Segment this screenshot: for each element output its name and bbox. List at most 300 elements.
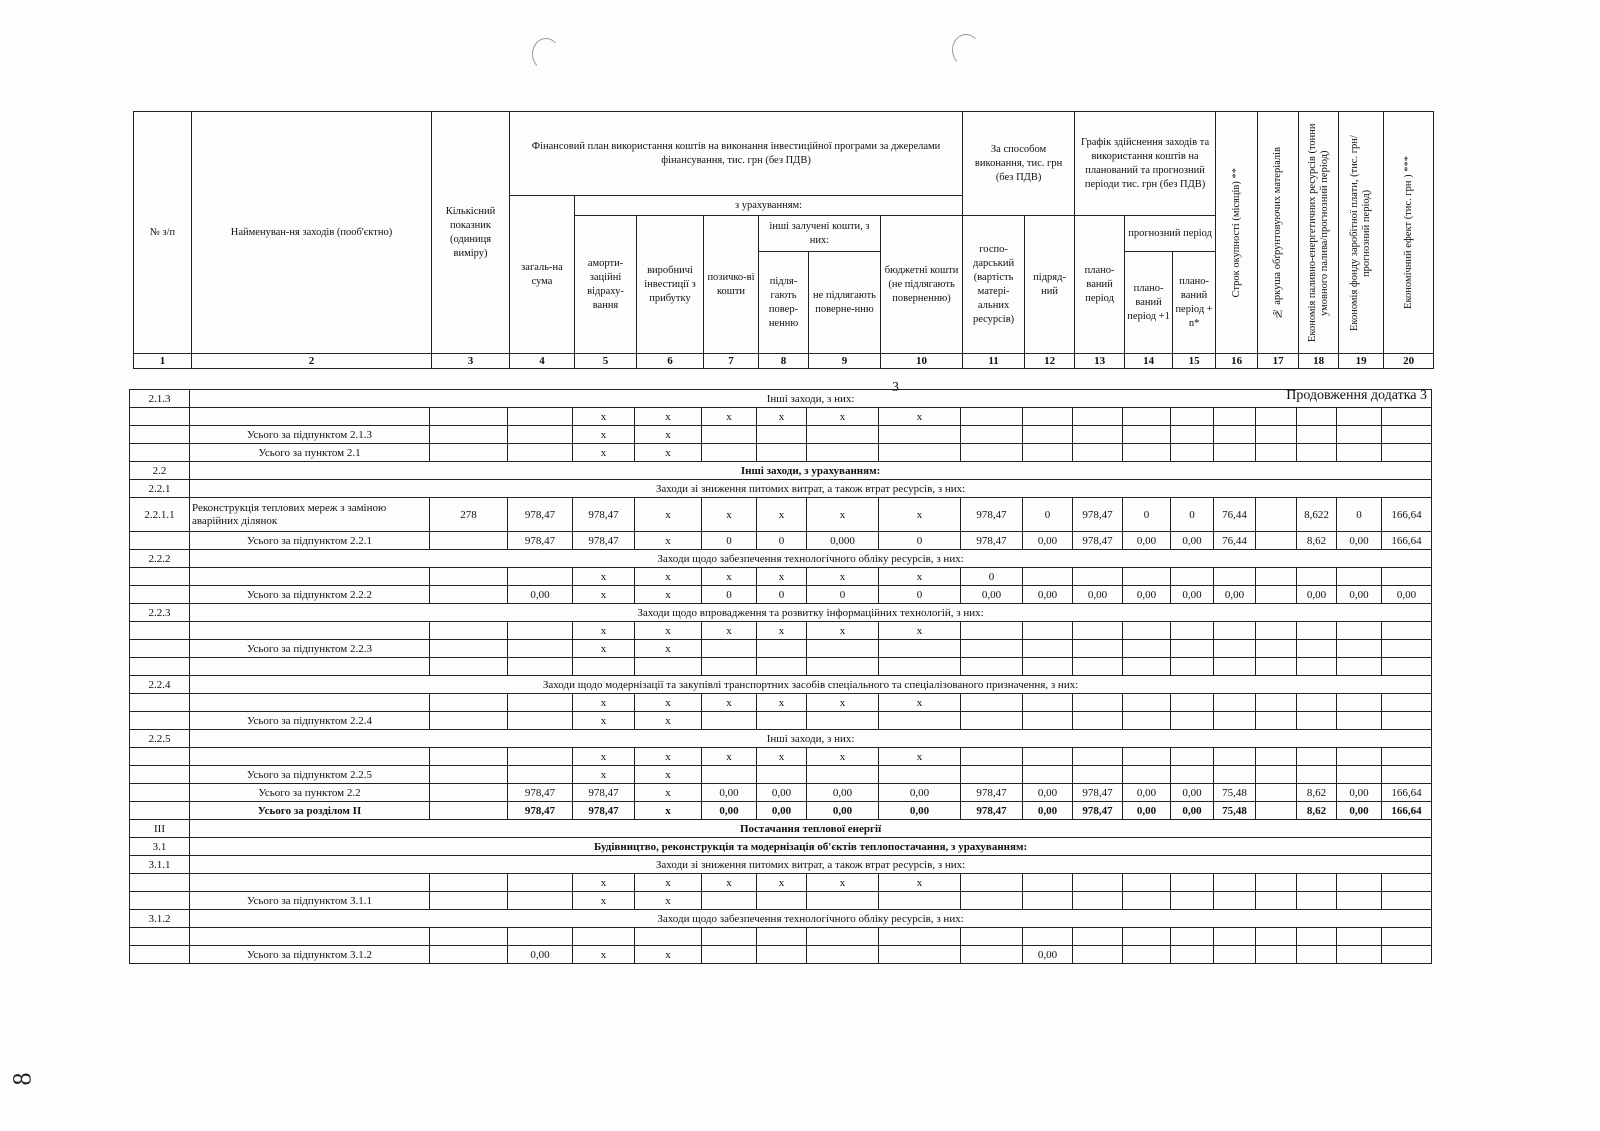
table-cell (961, 766, 1023, 784)
table-cell (508, 928, 573, 946)
col-header-forecast: прогнозний період (1125, 216, 1216, 252)
table-cell (1214, 694, 1256, 712)
section-title: Заходи щодо модернізації та закупівлі транспортних засобів спеціального та спеціалізованого призначення, з них: (190, 676, 1432, 694)
table-cell (1337, 408, 1382, 426)
value-cell: 0,00 (1023, 784, 1073, 802)
value-cell: 76,44 (1214, 532, 1256, 550)
column-number: 13 (1075, 354, 1125, 369)
x-mark: х (757, 408, 807, 426)
blank-row (130, 748, 1432, 766)
column-number: 3 (432, 354, 510, 369)
column-number: 10 (881, 354, 963, 369)
column-number: 5 (575, 354, 637, 369)
table-cell (1023, 408, 1073, 426)
table-cell (1171, 946, 1214, 964)
table-cell (807, 426, 879, 444)
table-cell (130, 784, 190, 802)
table-cell (1073, 622, 1123, 640)
value-cell: 0 (757, 532, 807, 550)
value-cell: 0 (1123, 498, 1171, 532)
value-cell: 978,47 (1073, 532, 1123, 550)
table-cell (1073, 892, 1123, 910)
table-cell (1382, 658, 1432, 676)
table-cell (702, 426, 757, 444)
table-cell (879, 640, 961, 658)
table-cell (1297, 748, 1337, 766)
table-cell (635, 658, 702, 676)
section-row (130, 910, 1432, 928)
blank-row (130, 928, 1432, 946)
table-cell (1382, 946, 1432, 964)
table-cell (130, 444, 190, 462)
subtotal-row (130, 946, 1432, 964)
column-number: 14 (1125, 354, 1173, 369)
table-cell (1382, 748, 1432, 766)
table-cell (1123, 928, 1171, 946)
table-cell (1023, 694, 1073, 712)
table-cell (1382, 766, 1432, 784)
table-cell (757, 426, 807, 444)
value-cell: 0,00 (1123, 802, 1171, 820)
value-cell: 0 (702, 532, 757, 550)
table-cell (961, 928, 1023, 946)
table-cell (1337, 928, 1382, 946)
value-cell: 0 (807, 586, 879, 604)
value-cell: 8,62 (1297, 784, 1337, 802)
value-cell (1256, 784, 1297, 802)
x-mark: х (807, 874, 879, 892)
table-cell (1382, 640, 1432, 658)
x-mark: х (702, 694, 757, 712)
col-header-financial-plan: Фінансовий план використання коштів на виконання інвестиційної програми за джерелами фінансування, тис. грн (без ПДВ) (510, 112, 963, 196)
value-cell: 0,00 (807, 802, 879, 820)
column-number: 16 (1216, 354, 1258, 369)
section-title: Інші заходи, з урахуванням: (190, 462, 1432, 480)
col-header-method: За способом виконання, тис. грн (без ПДВ) (963, 112, 1075, 216)
table-cell (508, 640, 573, 658)
x-mark: х (879, 694, 961, 712)
value-cell: 0,00 (1337, 532, 1382, 550)
value-cell (1256, 532, 1297, 550)
table-cell (879, 946, 961, 964)
subtotal-label: Усього за підпунктом 2.2.2 (190, 586, 430, 604)
table-cell (430, 892, 508, 910)
value-cell: 0 (879, 532, 961, 550)
column-number: 17 (1258, 354, 1299, 369)
subtotal-label: Усього за пунктом 2.1 (190, 444, 430, 462)
table-cell (430, 784, 508, 802)
table-cell (1256, 694, 1297, 712)
table-cell (430, 694, 508, 712)
table-cell (1171, 622, 1214, 640)
value-cell: 75,48 (1214, 784, 1256, 802)
item-name: Реконструкція теплових мереж з заміною аварійних ділянок (190, 498, 430, 532)
value-cell: х (757, 568, 807, 586)
table-cell (1297, 946, 1337, 964)
column-number: 18 (1299, 354, 1339, 369)
table-cell (1171, 444, 1214, 462)
value-cell: 166,64 (1382, 784, 1432, 802)
table-cell (879, 712, 961, 730)
table-cell (1123, 694, 1171, 712)
table-cell (1123, 408, 1171, 426)
table-cell (961, 622, 1023, 640)
table-cell (1297, 622, 1337, 640)
section-title: Заходи зі зниження питомих витрат, а також втрат ресурсів, з них: (190, 480, 1432, 498)
value-cell: 0,00 (1171, 532, 1214, 550)
table-cell (879, 928, 961, 946)
table-cell (430, 444, 508, 462)
subtotal-row (130, 444, 1432, 462)
table-cell (1123, 874, 1171, 892)
table-cell (807, 444, 879, 462)
table-cell (1297, 408, 1337, 426)
table-cell (130, 426, 190, 444)
table-cell (961, 892, 1023, 910)
table-cell (1073, 748, 1123, 766)
value-cell: 978,47 (508, 802, 573, 820)
section-row (130, 730, 1432, 748)
table-cell (508, 426, 573, 444)
table-cell (1073, 444, 1123, 462)
x-mark: х (635, 426, 702, 444)
table-cell (1382, 622, 1432, 640)
table-cell (1171, 568, 1214, 586)
table-cell (1023, 568, 1073, 586)
value-cell: х (879, 498, 961, 532)
table-cell (702, 766, 757, 784)
table-cell (430, 658, 508, 676)
table-cell (1256, 622, 1297, 640)
table-cell (807, 766, 879, 784)
section-title: Будівництво, реконструкція та модернізація об'єктів теплопостачання, з урахуванням: (190, 838, 1432, 856)
table-cell (879, 892, 961, 910)
row-number: 2.2.1 (130, 480, 190, 498)
table-cell (1214, 408, 1256, 426)
table-cell (130, 640, 190, 658)
table-cell (190, 874, 430, 892)
value-cell: х (702, 568, 757, 586)
value-cell: 0,00 (1337, 586, 1382, 604)
table-cell (1256, 426, 1297, 444)
x-mark: х (573, 426, 635, 444)
x-mark: х (635, 892, 702, 910)
subtotal-label: Усього за підпунктом 2.2.4 (190, 712, 430, 730)
value-cell: 0,00 (879, 802, 961, 820)
value-cell: 978,47 (508, 532, 573, 550)
column-number: 15 (1173, 354, 1216, 369)
value-cell: 0,00 (508, 946, 573, 964)
value-cell: 978,47 (573, 532, 635, 550)
x-mark: х (635, 946, 702, 964)
section-title: Заходи щодо впровадження та розвитку інформаційних технологій, з них: (190, 604, 1432, 622)
table-cell (130, 946, 190, 964)
value-cell: х (702, 498, 757, 532)
table-cell (807, 658, 879, 676)
table-cell (961, 694, 1023, 712)
value-cell: 0,00 (879, 784, 961, 802)
section-title: Заходи щодо забезпечення технологічного обліку ресурсів, з них: (190, 910, 1432, 928)
subtotal-row (130, 586, 1432, 604)
table-cell (130, 712, 190, 730)
value-cell: 0,00 (1073, 586, 1123, 604)
column-number: 9 (809, 354, 881, 369)
blank-row (130, 622, 1432, 640)
table-cell (1297, 568, 1337, 586)
table-cell (430, 408, 508, 426)
x-mark: х (573, 444, 635, 462)
table-cell (1214, 946, 1256, 964)
col-header-8: підля-гають повер-ненню (759, 252, 809, 354)
table-cell (130, 766, 190, 784)
table-cell (1382, 928, 1432, 946)
table-cell (430, 802, 508, 820)
table-cell (1382, 568, 1432, 586)
table-cell (508, 408, 573, 426)
col-header-10: бюджетні кошти (не підлягають поверненню) (881, 216, 963, 354)
value-cell: 0,00 (1023, 532, 1073, 550)
value-cell: 0,00 (961, 586, 1023, 604)
col-header-6: виробничі інвестиції з прибутку (637, 216, 704, 354)
section-title: Заходи зі зниження питомих витрат, а також втрат ресурсів, з них: (190, 856, 1432, 874)
table-cell (1256, 766, 1297, 784)
table-cell (757, 712, 807, 730)
value-cell: 978,47 (961, 802, 1023, 820)
table-cell (1171, 874, 1214, 892)
table-cell (1171, 694, 1214, 712)
table-cell (879, 658, 961, 676)
value-cell: 166,64 (1382, 498, 1432, 532)
x-mark: х (702, 874, 757, 892)
value-cell: 0,00 (508, 586, 573, 604)
value-cell: 166,64 (1382, 532, 1432, 550)
table-cell (508, 694, 573, 712)
table-cell (961, 444, 1023, 462)
x-mark: х (635, 766, 702, 784)
table-cell (1073, 640, 1123, 658)
table-cell (1337, 622, 1382, 640)
table-cell (1297, 712, 1337, 730)
col-header-number: № з/п (134, 112, 192, 354)
table-cell (807, 946, 879, 964)
section-row (130, 838, 1432, 856)
col-header-5: аморти-заційні відраху-вання (575, 216, 637, 354)
table-cell (1023, 444, 1073, 462)
value-cell: 76,44 (1214, 498, 1256, 532)
blank-row (130, 658, 1432, 676)
value-cell: 978,47 (573, 802, 635, 820)
value-cell (1256, 802, 1297, 820)
col-header-14: плано-ваний період +1 (1125, 252, 1173, 354)
table-cell (130, 748, 190, 766)
table-cell (1256, 658, 1297, 676)
table-cell (1073, 408, 1123, 426)
table-cell (1337, 694, 1382, 712)
x-mark: х (702, 622, 757, 640)
table-cell (508, 444, 573, 462)
table-cell (1382, 694, 1432, 712)
x-mark: х (757, 622, 807, 640)
column-number: 19 (1339, 354, 1384, 369)
table-cell (1214, 622, 1256, 640)
table-cell (757, 444, 807, 462)
item-row (130, 498, 1432, 532)
section-row (130, 462, 1432, 480)
x-mark: х (573, 766, 635, 784)
subtotal-label: Усього за підпунктом 2.2.1 (190, 532, 430, 550)
value-cell (1256, 498, 1297, 532)
table-cell (508, 874, 573, 892)
table-cell (1382, 892, 1432, 910)
table-cell (1123, 658, 1171, 676)
table-cell (1171, 766, 1214, 784)
table-cell (1214, 928, 1256, 946)
column-number: 8 (759, 354, 809, 369)
row-number: 2.2 (130, 462, 190, 480)
table-cell (130, 658, 190, 676)
table-cell (190, 408, 430, 426)
value-cell: 0,00 (1123, 784, 1171, 802)
section-title: Заходи щодо забезпечення технологічного обліку ресурсів, з них: (190, 550, 1432, 568)
value-cell: 0,00 (757, 802, 807, 820)
table-cell (1297, 444, 1337, 462)
table-cell (430, 766, 508, 784)
x-mark: х (879, 874, 961, 892)
table-cell (508, 766, 573, 784)
value-cell: 0,00 (807, 784, 879, 802)
table-cell (1337, 874, 1382, 892)
subtotal-label: Усього за розділом ІІ (190, 802, 430, 820)
table-cell (430, 874, 508, 892)
column-number: 2 (192, 354, 432, 369)
value-cell: 0 (757, 586, 807, 604)
value-cell: 0 (961, 568, 1023, 586)
table-cell (430, 928, 508, 946)
x-mark: х (879, 622, 961, 640)
x-mark: х (807, 694, 879, 712)
table-cell (1382, 408, 1432, 426)
col-header-20: Економічний ефект (тис. грн ) *** (1384, 112, 1434, 354)
value-cell: 0,000 (807, 532, 879, 550)
table-cell (1073, 426, 1123, 444)
table-cell (1337, 658, 1382, 676)
x-mark: х (573, 874, 635, 892)
page-number: 3 (892, 380, 899, 395)
value-cell: х (635, 586, 702, 604)
x-mark: х (573, 748, 635, 766)
table-cell (190, 694, 430, 712)
value-cell: х (879, 568, 961, 586)
row-number: 3.1.2 (130, 910, 190, 928)
value-cell: 278 (430, 498, 508, 532)
table-cell (757, 640, 807, 658)
table-cell (757, 892, 807, 910)
table-cell (1337, 568, 1382, 586)
table-cell (961, 640, 1023, 658)
table-cell (508, 892, 573, 910)
col-header-4: загаль-на сума (510, 196, 575, 354)
table-cell (879, 444, 961, 462)
x-mark: х (807, 748, 879, 766)
table-cell (1023, 748, 1073, 766)
column-number: 12 (1025, 354, 1075, 369)
table-cell (508, 748, 573, 766)
x-mark: х (757, 748, 807, 766)
value-cell: 75,48 (1214, 802, 1256, 820)
value-cell: 978,47 (961, 532, 1023, 550)
table-cell (1123, 426, 1171, 444)
table-cell (1214, 658, 1256, 676)
table-cell (1382, 874, 1432, 892)
continuation-label: Продовження додатка 3 (1286, 388, 1427, 403)
col-header-9: не підлягають поверне-нню (809, 252, 881, 354)
table-cell (1297, 426, 1337, 444)
value-cell: х (807, 498, 879, 532)
blank-row (130, 694, 1432, 712)
table-cell (635, 928, 702, 946)
table-cell (1023, 622, 1073, 640)
table-cell (430, 640, 508, 658)
blank-row (130, 874, 1432, 892)
subtotal-label: Усього за підпунктом 3.1.1 (190, 892, 430, 910)
table-cell (807, 712, 879, 730)
x-mark: х (573, 694, 635, 712)
column-number: 6 (637, 354, 704, 369)
table-cell (1337, 444, 1382, 462)
table-cell (1297, 658, 1337, 676)
table-cell (130, 802, 190, 820)
table-cell (1256, 946, 1297, 964)
table-cell (1123, 568, 1171, 586)
table-cell (1073, 712, 1123, 730)
table-cell (702, 444, 757, 462)
value-cell: 0 (1337, 498, 1382, 532)
table-cell (1073, 946, 1123, 964)
col-header-other-funds: інші залучені кошти, з них: (759, 216, 881, 252)
value-cell: 0,00 (757, 784, 807, 802)
subtotal-label: Усього за підпунктом 2.1.3 (190, 426, 430, 444)
value-cell: 0,00 (1123, 586, 1171, 604)
table-cell (1171, 640, 1214, 658)
table-cell (1256, 928, 1297, 946)
section-title: Постачання теплової енергії (190, 820, 1432, 838)
table-cell (1123, 766, 1171, 784)
table-cell (1171, 426, 1214, 444)
table-cell (430, 712, 508, 730)
table-cell (1256, 640, 1297, 658)
section-row (130, 480, 1432, 498)
value-cell: 166,64 (1382, 802, 1432, 820)
table-cell (430, 622, 508, 640)
row-number: 2.2.5 (130, 730, 190, 748)
punch-hole-mark (532, 38, 560, 70)
x-mark: х (635, 874, 702, 892)
table-cell (430, 568, 508, 586)
table-cell (1073, 928, 1123, 946)
col-header-18: Економія паливно-енергетичних ресурсів (тонни умовного палива/прогнозний період) (1299, 112, 1339, 354)
table-cell (573, 928, 635, 946)
table-cell (1256, 408, 1297, 426)
table-cell (702, 946, 757, 964)
value-cell: х (757, 498, 807, 532)
x-mark: х (757, 694, 807, 712)
blank-row (130, 568, 1432, 586)
value-cell: 0 (1023, 498, 1073, 532)
table-cell (702, 712, 757, 730)
value-cell: 0,00 (1382, 586, 1432, 604)
table-cell (1023, 892, 1073, 910)
column-number: 11 (963, 354, 1025, 369)
